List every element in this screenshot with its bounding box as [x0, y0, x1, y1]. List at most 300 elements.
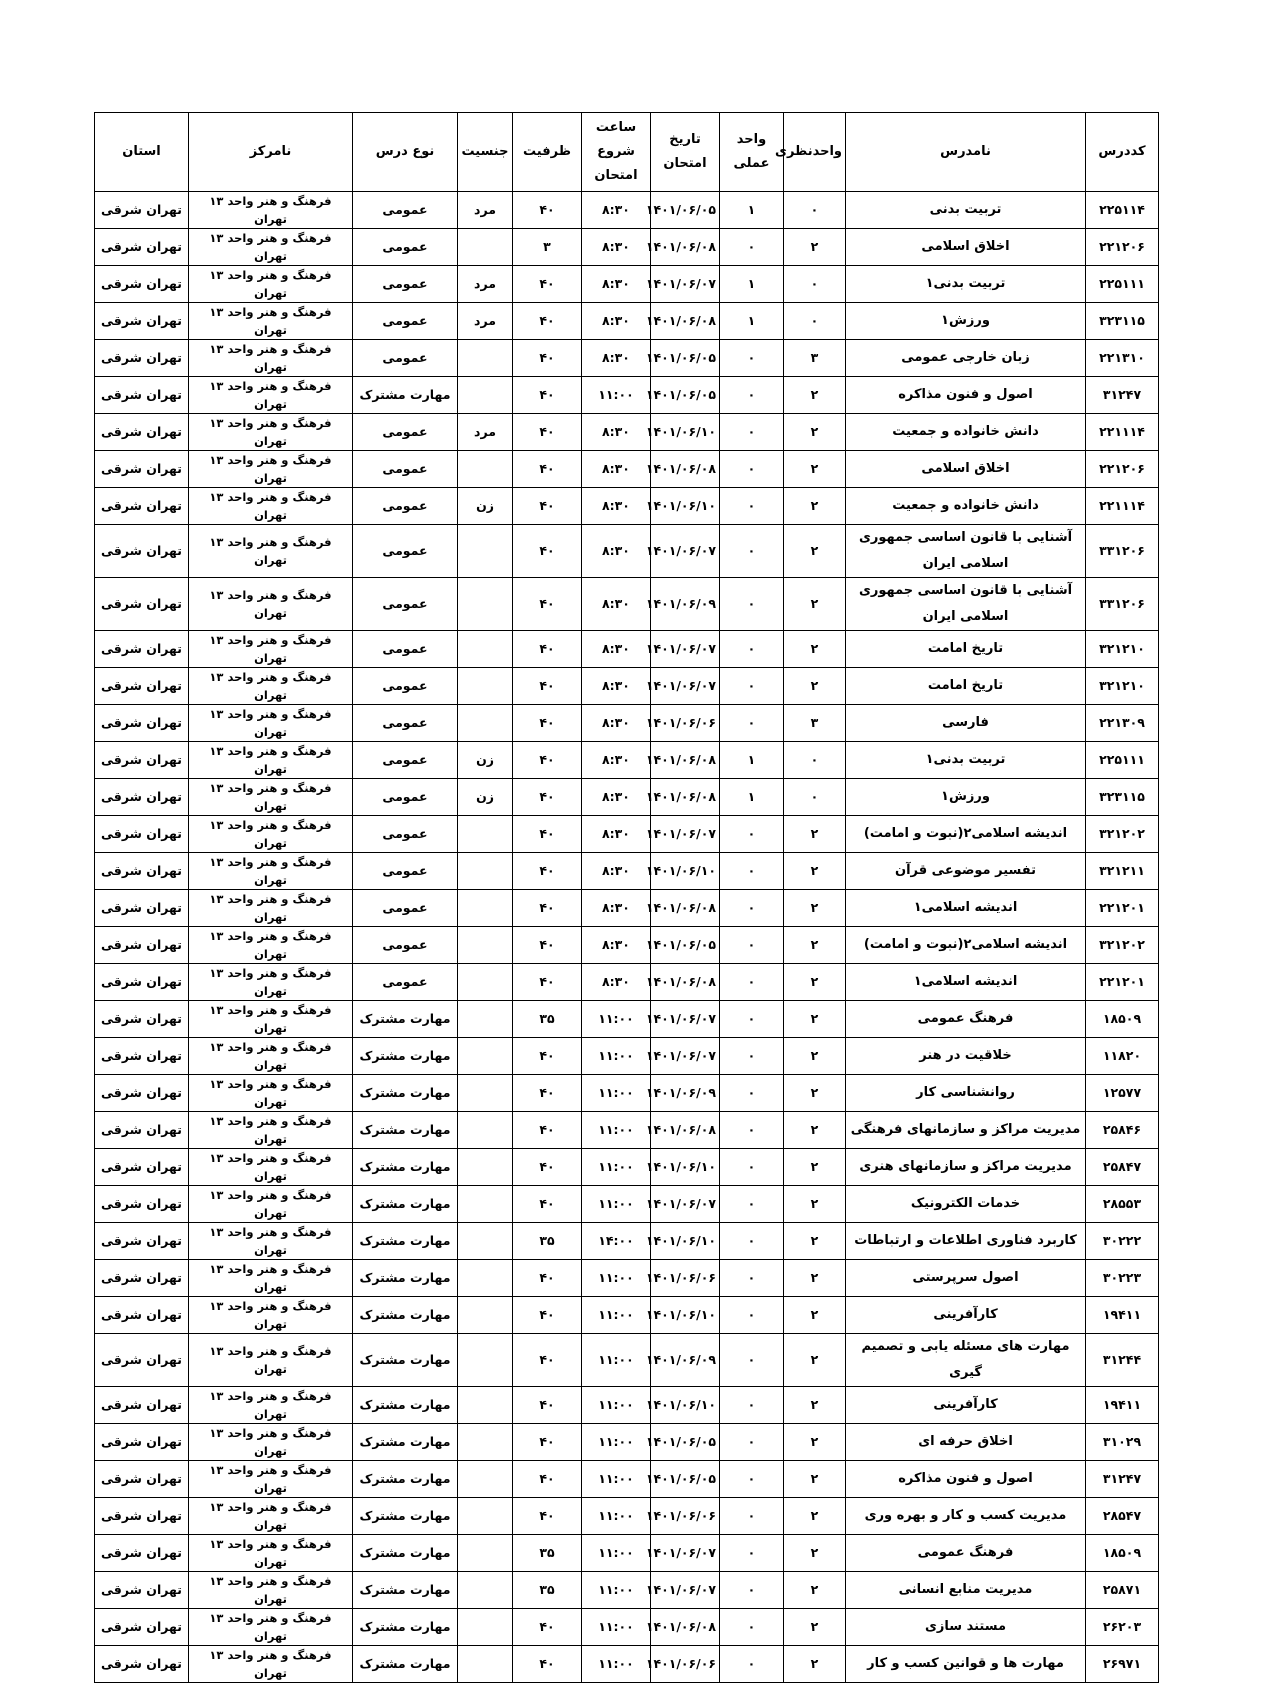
exam-date-cell: ۱۴۰۱/۰۶/۱۰ — [651, 1149, 720, 1186]
province-cell: تهران شرقی — [95, 1498, 189, 1535]
practical-units-cell: ۰ — [720, 890, 784, 927]
practical-units-cell: ۰ — [720, 1498, 784, 1535]
exam-date-cell: ۱۴۰۱/۰۶/۱۰ — [651, 1297, 720, 1334]
course-type-cell: مهارت مشترک — [353, 1572, 458, 1609]
center-name-cell: فرهنگ و هنر واحد ۱۳ تهران — [189, 488, 353, 525]
capacity-cell: ۴۰ — [513, 742, 582, 779]
gender-cell — [458, 1223, 513, 1260]
course-name-cell: اصول سرپرستی — [846, 1260, 1086, 1297]
gender-cell: مرد — [458, 414, 513, 451]
center-name-cell: فرهنگ و هنر واحد ۱۳ تهران — [189, 1260, 353, 1297]
start-time-cell: ۸:۳۰ — [582, 705, 651, 742]
center-name-cell: فرهنگ و هنر واحد ۱۳ تهران — [189, 340, 353, 377]
theory-units-cell: ۲ — [784, 229, 846, 266]
gender-cell: زن — [458, 488, 513, 525]
course-code-cell: ۳۲۳۱۱۵ — [1086, 779, 1159, 816]
course-type-cell: مهارت مشترک — [353, 1001, 458, 1038]
course-code-cell: ۲۸۵۵۳ — [1086, 1186, 1159, 1223]
practical-units-cell: ۰ — [720, 816, 784, 853]
course-type-cell: عمومی — [353, 668, 458, 705]
center-name-cell: فرهنگ و هنر واحد ۱۳ تهران — [189, 964, 353, 1001]
theory-units-cell: ۲ — [784, 525, 846, 578]
course-name-cell: تربیت بدنی — [846, 192, 1086, 229]
gender-cell: زن — [458, 742, 513, 779]
course-type-cell: عمومی — [353, 816, 458, 853]
start-time-cell: ۱۱:۰۰ — [582, 1149, 651, 1186]
table-row — [95, 578, 1159, 631]
exam-date-cell: ۱۴۰۱/۰۶/۱۰ — [651, 1223, 720, 1260]
capacity-cell: ۴۰ — [513, 1186, 582, 1223]
course-code-cell: ۱۹۴۱۱ — [1086, 1387, 1159, 1424]
course-type-cell: مهارت مشترک — [353, 1424, 458, 1461]
table-row — [95, 1387, 1159, 1424]
start-time-cell: ۸:۳۰ — [582, 266, 651, 303]
header-course-type: نوع درس — [353, 113, 458, 192]
theory-units-cell: ۲ — [784, 414, 846, 451]
capacity-cell: ۴۰ — [513, 525, 582, 578]
start-time-cell: ۸:۳۰ — [582, 779, 651, 816]
practical-units-cell: ۰ — [720, 340, 784, 377]
theory-units-cell: ۲ — [784, 1038, 846, 1075]
center-name-cell: فرهنگ و هنر واحد ۱۳ تهران — [189, 1334, 353, 1387]
start-time-cell: ۱۱:۰۰ — [582, 1297, 651, 1334]
exam-date-cell: ۱۴۰۱/۰۶/۱۰ — [651, 1387, 720, 1424]
exam-date-cell: ۱۴۰۱/۰۶/۰۸ — [651, 779, 720, 816]
province-cell: تهران شرقی — [95, 1424, 189, 1461]
center-name-cell: فرهنگ و هنر واحد ۱۳ تهران — [189, 1149, 353, 1186]
gender-cell — [458, 1149, 513, 1186]
theory-units-cell: ۲ — [784, 1646, 846, 1683]
table-row — [95, 853, 1159, 890]
center-name-cell: فرهنگ و هنر واحد ۱۳ تهران — [189, 578, 353, 631]
exam-date-cell: ۱۴۰۱/۰۶/۱۰ — [651, 488, 720, 525]
theory-units-cell: ۲ — [784, 488, 846, 525]
course-code-cell: ۳۲۳۱۱۵ — [1086, 303, 1159, 340]
province-cell: تهران شرقی — [95, 377, 189, 414]
gender-cell — [458, 578, 513, 631]
exam-date-cell: ۱۴۰۱/۰۶/۰۵ — [651, 340, 720, 377]
course-name-cell: مدیریت منابع انسانی — [846, 1572, 1086, 1609]
capacity-cell: ۴۰ — [513, 705, 582, 742]
start-time-cell: ۱۱:۰۰ — [582, 1075, 651, 1112]
province-cell: تهران شرقی — [95, 890, 189, 927]
theory-units-cell: ۲ — [784, 1334, 846, 1387]
province-cell: تهران شرقی — [95, 964, 189, 1001]
course-code-cell: ۳۰۲۲۳ — [1086, 1260, 1159, 1297]
table-row — [95, 1498, 1159, 1535]
province-cell: تهران شرقی — [95, 414, 189, 451]
exam-schedule-table — [94, 112, 1159, 1683]
center-name-cell: فرهنگ و هنر واحد ۱۳ تهران — [189, 1572, 353, 1609]
header-practical-units: واحد عملی — [720, 113, 784, 192]
exam-date-cell: ۱۴۰۱/۰۶/۱۰ — [651, 414, 720, 451]
gender-cell: مرد — [458, 303, 513, 340]
province-cell: تهران شرقی — [95, 1001, 189, 1038]
start-time-cell: ۸:۳۰ — [582, 192, 651, 229]
theory-units-cell: ۲ — [784, 1572, 846, 1609]
course-name-cell: آشنایی با قانون اساسی جمهوری اسلامی ایران — [846, 525, 1086, 578]
table-row — [95, 303, 1159, 340]
course-code-cell: ۳۲۱۲۱۱ — [1086, 853, 1159, 890]
exam-date-cell: ۱۴۰۱/۰۶/۰۶ — [651, 1260, 720, 1297]
capacity-cell: ۴۰ — [513, 340, 582, 377]
practical-units-cell: ۰ — [720, 488, 784, 525]
theory-units-cell: ۲ — [784, 927, 846, 964]
course-name-cell: مدیریت کسب و کار و بهره وری — [846, 1498, 1086, 1535]
course-name-cell: تاریخ امامت — [846, 631, 1086, 668]
theory-units-cell: ۲ — [784, 1001, 846, 1038]
theory-units-cell: ۲ — [784, 1535, 846, 1572]
course-name-cell: اندیشه اسلامی۱ — [846, 890, 1086, 927]
start-time-cell: ۱۱:۰۰ — [582, 1038, 651, 1075]
course-name-cell: اندیشه اسلامی۲(نبوت و امامت) — [846, 927, 1086, 964]
exam-date-cell: ۱۴۰۱/۰۶/۰۵ — [651, 927, 720, 964]
header-start-time: ساعت شروع امتحان — [582, 113, 651, 192]
start-time-cell: ۸:۳۰ — [582, 451, 651, 488]
start-time-cell: ۱۱:۰۰ — [582, 1260, 651, 1297]
course-name-cell: دانش خانواده و جمعیت — [846, 414, 1086, 451]
table-row — [95, 1334, 1159, 1387]
exam-date-cell: ۱۴۰۱/۰۶/۰۸ — [651, 742, 720, 779]
course-code-cell: ۲۲۱۱۱۴ — [1086, 488, 1159, 525]
gender-cell — [458, 1572, 513, 1609]
header-name: نامدرس — [846, 113, 1086, 192]
start-time-cell: ۸:۳۰ — [582, 414, 651, 451]
course-type-cell: مهارت مشترک — [353, 1038, 458, 1075]
start-time-cell: ۸:۳۰ — [582, 340, 651, 377]
table-row — [95, 964, 1159, 1001]
center-name-cell: فرهنگ و هنر واحد ۱۳ تهران — [189, 192, 353, 229]
province-cell: تهران شرقی — [95, 1075, 189, 1112]
theory-units-cell: ۰ — [784, 266, 846, 303]
exam-date-cell: ۱۴۰۱/۰۶/۰۸ — [651, 964, 720, 1001]
province-cell: تهران شرقی — [95, 1609, 189, 1646]
practical-units-cell: ۰ — [720, 1609, 784, 1646]
course-type-cell: عمومی — [353, 705, 458, 742]
practical-units-cell: ۰ — [720, 927, 784, 964]
table-row — [95, 1424, 1159, 1461]
start-time-cell: ۸:۳۰ — [582, 816, 651, 853]
capacity-cell: ۴۰ — [513, 816, 582, 853]
capacity-cell: ۴۰ — [513, 1038, 582, 1075]
province-cell: تهران شرقی — [95, 1038, 189, 1075]
exam-date-cell: ۱۴۰۱/۰۶/۰۷ — [651, 816, 720, 853]
theory-units-cell: ۲ — [784, 1223, 846, 1260]
course-type-cell: مهارت مشترک — [353, 1112, 458, 1149]
exam-date-cell: ۱۴۰۱/۰۶/۰۸ — [651, 1112, 720, 1149]
gender-cell: مرد — [458, 266, 513, 303]
exam-date-cell: ۱۴۰۱/۰۶/۰۵ — [651, 1424, 720, 1461]
exam-date-cell: ۱۴۰۱/۰۶/۰۶ — [651, 1498, 720, 1535]
course-type-cell: مهارت مشترک — [353, 1535, 458, 1572]
capacity-cell: ۴۰ — [513, 1609, 582, 1646]
practical-units-cell: ۰ — [720, 853, 784, 890]
province-cell: تهران شرقی — [95, 668, 189, 705]
gender-cell — [458, 1001, 513, 1038]
start-time-cell: ۸:۳۰ — [582, 229, 651, 266]
capacity-cell: ۴۰ — [513, 1387, 582, 1424]
center-name-cell: فرهنگ و هنر واحد ۱۳ تهران — [189, 229, 353, 266]
course-type-cell: مهارت مشترک — [353, 1461, 458, 1498]
center-name-cell: فرهنگ و هنر واحد ۱۳ تهران — [189, 1461, 353, 1498]
practical-units-cell: ۰ — [720, 229, 784, 266]
course-name-cell: اندیشه اسلامی۲(نبوت و امامت) — [846, 816, 1086, 853]
exam-date-cell: ۱۴۰۱/۰۶/۰۷ — [651, 525, 720, 578]
start-time-cell: ۸:۳۰ — [582, 525, 651, 578]
gender-cell — [458, 1038, 513, 1075]
practical-units-cell: ۱ — [720, 779, 784, 816]
center-name-cell: فرهنگ و هنر واحد ۱۳ تهران — [189, 1498, 353, 1535]
province-cell: تهران شرقی — [95, 578, 189, 631]
course-code-cell: ۲۲۵۱۱۱ — [1086, 742, 1159, 779]
capacity-cell: ۴۰ — [513, 1498, 582, 1535]
theory-units-cell: ۲ — [784, 578, 846, 631]
center-name-cell: فرهنگ و هنر واحد ۱۳ تهران — [189, 1646, 353, 1683]
gender-cell — [458, 525, 513, 578]
theory-units-cell: ۲ — [784, 631, 846, 668]
course-code-cell: ۲۲۱۲۰۶ — [1086, 451, 1159, 488]
course-type-cell: عمومی — [353, 742, 458, 779]
course-type-cell: عمومی — [353, 631, 458, 668]
course-name-cell: کارآفرینی — [846, 1387, 1086, 1424]
theory-units-cell: ۲ — [784, 816, 846, 853]
province-cell: تهران شرقی — [95, 1387, 189, 1424]
course-type-cell: عمومی — [353, 192, 458, 229]
course-type-cell: عمومی — [353, 488, 458, 525]
course-name-cell: تربیت بدنی۱ — [846, 266, 1086, 303]
gender-cell — [458, 377, 513, 414]
theory-units-cell: ۲ — [784, 451, 846, 488]
center-name-cell: فرهنگ و هنر واحد ۱۳ تهران — [189, 525, 353, 578]
course-name-cell: دانش خانواده و جمعیت — [846, 488, 1086, 525]
course-type-cell: عمومی — [353, 927, 458, 964]
capacity-cell: ۴۰ — [513, 927, 582, 964]
practical-units-cell: ۰ — [720, 525, 784, 578]
practical-units-cell: ۰ — [720, 1535, 784, 1572]
course-name-cell: تربیت بدنی۱ — [846, 742, 1086, 779]
start-time-cell: ۸:۳۰ — [582, 303, 651, 340]
course-code-cell: ۱۸۵۰۹ — [1086, 1535, 1159, 1572]
capacity-cell: ۳۵ — [513, 1535, 582, 1572]
course-type-cell: مهارت مشترک — [353, 1297, 458, 1334]
center-name-cell: فرهنگ و هنر واحد ۱۳ تهران — [189, 742, 353, 779]
gender-cell — [458, 451, 513, 488]
table-row — [95, 1186, 1159, 1223]
table-row — [95, 816, 1159, 853]
course-code-cell: ۳۱۲۴۴ — [1086, 1334, 1159, 1387]
gender-cell — [458, 1112, 513, 1149]
course-code-cell: ۱۹۴۱۱ — [1086, 1297, 1159, 1334]
course-code-cell: ۲۶۹۷۱ — [1086, 1646, 1159, 1683]
theory-units-cell: ۰ — [784, 303, 846, 340]
course-name-cell: اصول و فنون مذاکره — [846, 377, 1086, 414]
course-code-cell: ۳۰۲۲۲ — [1086, 1223, 1159, 1260]
table-body — [95, 192, 1159, 1683]
center-name-cell: فرهنگ و هنر واحد ۱۳ تهران — [189, 779, 353, 816]
center-name-cell: فرهنگ و هنر واحد ۱۳ تهران — [189, 668, 353, 705]
header-gender: جنسیت — [458, 113, 513, 192]
theory-units-cell: ۲ — [784, 1424, 846, 1461]
practical-units-cell: ۰ — [720, 1149, 784, 1186]
course-type-cell: مهارت مشترک — [353, 1334, 458, 1387]
practical-units-cell: ۰ — [720, 1038, 784, 1075]
capacity-cell: ۴۰ — [513, 890, 582, 927]
course-name-cell: مستند سازی — [846, 1609, 1086, 1646]
province-cell: تهران شرقی — [95, 1223, 189, 1260]
center-name-cell: فرهنگ و هنر واحد ۱۳ تهران — [189, 1297, 353, 1334]
table-row — [95, 742, 1159, 779]
gender-cell — [458, 1609, 513, 1646]
course-type-cell: عمومی — [353, 229, 458, 266]
course-type-cell: عمومی — [353, 964, 458, 1001]
center-name-cell: فرهنگ و هنر واحد ۱۳ تهران — [189, 927, 353, 964]
capacity-cell: ۴۰ — [513, 1075, 582, 1112]
province-cell: تهران شرقی — [95, 742, 189, 779]
course-type-cell: عمومی — [353, 451, 458, 488]
practical-units-cell: ۰ — [720, 964, 784, 1001]
table-row — [95, 266, 1159, 303]
table-row — [95, 779, 1159, 816]
course-name-cell: اندیشه اسلامی۱ — [846, 964, 1086, 1001]
province-cell: تهران شرقی — [95, 340, 189, 377]
gender-cell — [458, 668, 513, 705]
course-name-cell: اخلاق اسلامی — [846, 229, 1086, 266]
start-time-cell: ۱۴:۰۰ — [582, 1223, 651, 1260]
table-row — [95, 1572, 1159, 1609]
province-cell: تهران شرقی — [95, 451, 189, 488]
course-code-cell: ۲۸۵۴۷ — [1086, 1498, 1159, 1535]
start-time-cell: ۱۱:۰۰ — [582, 1334, 651, 1387]
start-time-cell: ۱۱:۰۰ — [582, 377, 651, 414]
theory-units-cell: ۳ — [784, 340, 846, 377]
center-name-cell: فرهنگ و هنر واحد ۱۳ تهران — [189, 1112, 353, 1149]
gender-cell — [458, 631, 513, 668]
course-name-cell: ورزش۱ — [846, 779, 1086, 816]
course-name-cell: آشنایی با قانون اساسی جمهوری اسلامی ایران — [846, 578, 1086, 631]
course-code-cell: ۳۳۱۲۰۶ — [1086, 578, 1159, 631]
course-name-cell: زبان خارجی عمومی — [846, 340, 1086, 377]
province-cell: تهران شرقی — [95, 1260, 189, 1297]
practical-units-cell: ۰ — [720, 705, 784, 742]
start-time-cell: ۱۱:۰۰ — [582, 1572, 651, 1609]
start-time-cell: ۱۱:۰۰ — [582, 1112, 651, 1149]
gender-cell — [458, 816, 513, 853]
start-time-cell: ۸:۳۰ — [582, 631, 651, 668]
gender-cell — [458, 927, 513, 964]
start-time-cell: ۸:۳۰ — [582, 488, 651, 525]
table-row — [95, 192, 1159, 229]
course-code-cell: ۲۵۸۴۷ — [1086, 1149, 1159, 1186]
center-name-cell: فرهنگ و هنر واحد ۱۳ تهران — [189, 451, 353, 488]
capacity-cell: ۴۰ — [513, 1424, 582, 1461]
capacity-cell: ۴۰ — [513, 1461, 582, 1498]
exam-date-cell: ۱۴۰۱/۰۶/۰۹ — [651, 1075, 720, 1112]
course-name-cell: اخلاق اسلامی — [846, 451, 1086, 488]
course-name-cell: مهارت های مسئله یابی و تصمیم گیری — [846, 1334, 1086, 1387]
course-code-cell: ۲۲۱۲۰۱ — [1086, 964, 1159, 1001]
province-cell: تهران شرقی — [95, 192, 189, 229]
province-cell: تهران شرقی — [95, 927, 189, 964]
center-name-cell: فرهنگ و هنر واحد ۱۳ تهران — [189, 890, 353, 927]
gender-cell — [458, 1297, 513, 1334]
center-name-cell: فرهنگ و هنر واحد ۱۳ تهران — [189, 1535, 353, 1572]
start-time-cell: ۸:۳۰ — [582, 668, 651, 705]
table-row — [95, 705, 1159, 742]
gender-cell — [458, 1334, 513, 1387]
course-name-cell: ورزش۱ — [846, 303, 1086, 340]
start-time-cell: ۱۱:۰۰ — [582, 1186, 651, 1223]
course-type-cell: عمومی — [353, 414, 458, 451]
theory-units-cell: ۲ — [784, 377, 846, 414]
start-time-cell: ۸:۳۰ — [582, 964, 651, 1001]
table-row — [95, 890, 1159, 927]
table-row — [95, 229, 1159, 266]
course-type-cell: مهارت مشترک — [353, 1609, 458, 1646]
center-name-cell: فرهنگ و هنر واحد ۱۳ تهران — [189, 1186, 353, 1223]
start-time-cell: ۸:۳۰ — [582, 927, 651, 964]
start-time-cell: ۱۱:۰۰ — [582, 1424, 651, 1461]
province-cell: تهران شرقی — [95, 266, 189, 303]
capacity-cell: ۴۰ — [513, 266, 582, 303]
course-code-cell: ۲۵۸۴۶ — [1086, 1112, 1159, 1149]
theory-units-cell: ۲ — [784, 1112, 846, 1149]
gender-cell — [458, 1424, 513, 1461]
course-name-cell: اصول و فنون مذاکره — [846, 1461, 1086, 1498]
course-name-cell: فارسی — [846, 705, 1086, 742]
course-name-cell: مدیریت مراکز و سازمانهای هنری — [846, 1149, 1086, 1186]
practical-units-cell: ۰ — [720, 377, 784, 414]
course-type-cell: مهارت مشترک — [353, 1260, 458, 1297]
capacity-cell: ۴۰ — [513, 488, 582, 525]
table-row — [95, 377, 1159, 414]
table-row — [95, 1001, 1159, 1038]
table-row — [95, 414, 1159, 451]
practical-units-cell: ۰ — [720, 1186, 784, 1223]
course-name-cell: خدمات الکترونیک — [846, 1186, 1086, 1223]
capacity-cell: ۴۰ — [513, 964, 582, 1001]
exam-date-cell: ۱۴۰۱/۰۶/۰۷ — [651, 1038, 720, 1075]
province-cell: تهران شرقی — [95, 1646, 189, 1683]
center-name-cell: فرهنگ و هنر واحد ۱۳ تهران — [189, 1038, 353, 1075]
center-name-cell: فرهنگ و هنر واحد ۱۳ تهران — [189, 303, 353, 340]
table-row — [95, 1223, 1159, 1260]
gender-cell — [458, 1387, 513, 1424]
gender-cell — [458, 229, 513, 266]
center-name-cell: فرهنگ و هنر واحد ۱۳ تهران — [189, 853, 353, 890]
course-name-cell: مهارت ها و قوانین کسب و کار — [846, 1646, 1086, 1683]
course-type-cell: مهارت مشترک — [353, 1149, 458, 1186]
course-name-cell: اخلاق حرفه ای — [846, 1424, 1086, 1461]
province-cell: تهران شرقی — [95, 816, 189, 853]
capacity-cell: ۴۰ — [513, 1334, 582, 1387]
capacity-cell: ۴۰ — [513, 631, 582, 668]
table-header-row — [95, 113, 1159, 192]
capacity-cell: ۳ — [513, 229, 582, 266]
practical-units-cell: ۰ — [720, 631, 784, 668]
practical-units-cell: ۱ — [720, 266, 784, 303]
gender-cell — [458, 340, 513, 377]
course-code-cell: ۳۱۰۲۹ — [1086, 1424, 1159, 1461]
center-name-cell: فرهنگ و هنر واحد ۱۳ تهران — [189, 1001, 353, 1038]
table-row — [95, 1297, 1159, 1334]
table-row — [95, 1646, 1159, 1683]
course-type-cell: عمومی — [353, 853, 458, 890]
capacity-cell: ۳۵ — [513, 1223, 582, 1260]
capacity-cell: ۴۰ — [513, 414, 582, 451]
start-time-cell: ۱۱:۰۰ — [582, 1001, 651, 1038]
practical-units-cell: ۰ — [720, 451, 784, 488]
start-time-cell: ۸:۳۰ — [582, 578, 651, 631]
